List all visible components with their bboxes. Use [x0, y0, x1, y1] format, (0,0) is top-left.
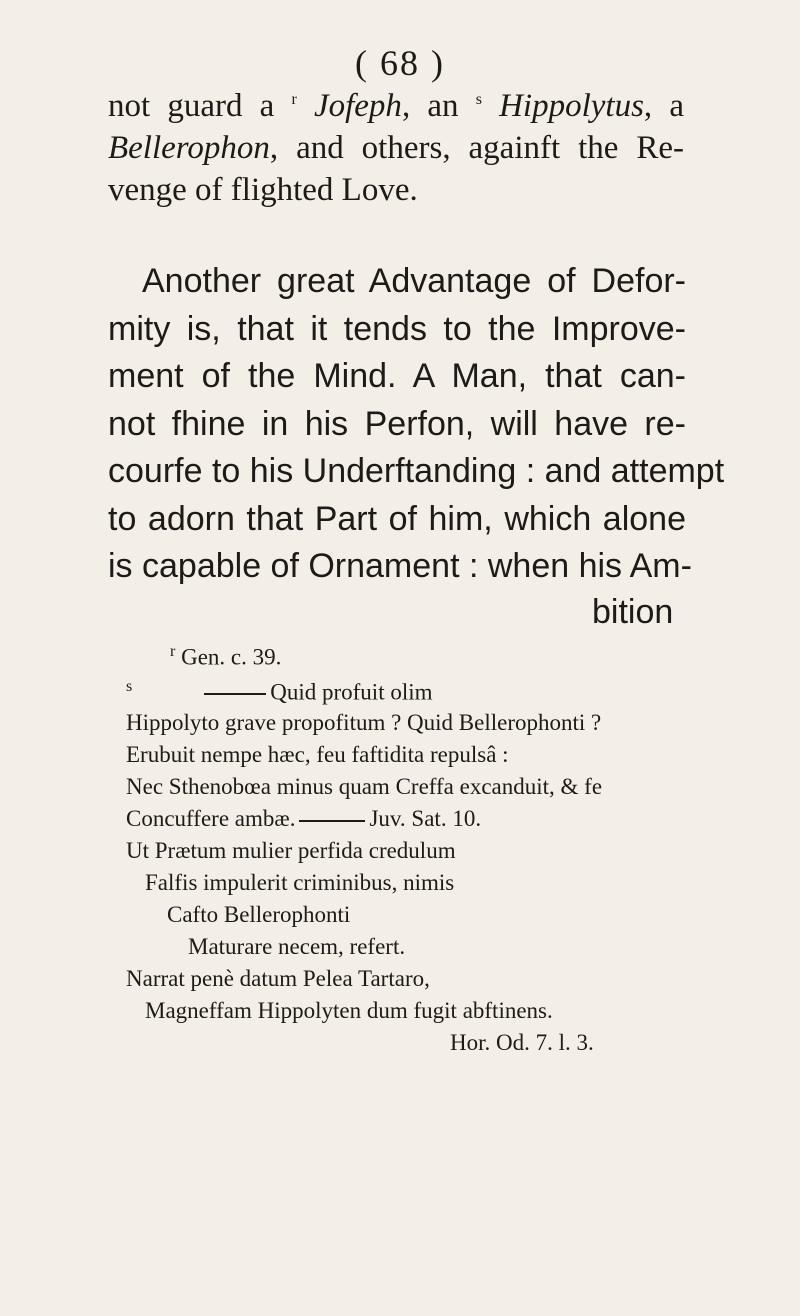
text-line-4: Another great Advantage of Defor-	[142, 262, 686, 300]
page-number: ( 68 )	[355, 43, 445, 83]
footnote-s-line-2: Hippolyto grave propofitum ? Quid Bellerophonti ?	[126, 710, 602, 735]
catchword: bition	[592, 593, 674, 631]
footnote-s-line-9: Maturare necem, refert.	[188, 934, 406, 959]
text-line-3: venge of flighted Love.	[108, 172, 418, 208]
text-line-2: Bellerophon, and others, againft the Re-	[108, 130, 684, 166]
text-line-7: not fhine in his Perfon, will have re-	[108, 405, 686, 443]
text-line-10: is capable of Ornament : when his Am-	[108, 547, 692, 585]
text-line-5: mity is, that it tends to the Improve-	[108, 310, 686, 348]
footnote-dash	[299, 820, 365, 822]
footnote-s-line-7: Falfis impulerit criminibus, nimis	[145, 870, 455, 895]
footnote-s-line-4: Nec Sthenobœa minus quam Creffa excanduit, & fe	[126, 774, 603, 799]
footnote-dash	[204, 693, 266, 695]
footnote-s-line-8: Cafto Bellerophonti	[167, 902, 351, 927]
footnote-s-line-11: Magneffam Hippolyten dum fugit abftinens.	[145, 998, 553, 1023]
text-line-9: to adorn that Part of him, which alone	[108, 500, 686, 538]
footnote-r: $^r$ Gen. c. 39.	[170, 643, 282, 670]
footnote-s-line-5: Concuffere ambæ. Juv. Sat. 10.	[126, 806, 482, 831]
footnote-s-line-10: Narrat penè datum Pelea Tartaro,	[126, 966, 430, 991]
footnote-s-line-1: $^s$ Quid profuit olim	[126, 678, 433, 705]
footnote-s-line-6: Ut Prætum mulier perfida credulum	[126, 838, 456, 863]
footnote-s-line-3: Erubuit nempe hæc, feu faftidita repulsâ :	[126, 742, 509, 767]
footnote-source-hor: Hor. Od. 7. l. 3.	[450, 1030, 594, 1055]
text-line-1: not guard a $^r$ Jofeph, an $^s$ Hippolytus, a	[108, 88, 684, 124]
name-hippolytus: Hippolytus	[499, 88, 644, 124]
text-line-8: courfe to his Underftanding : and attempt	[108, 452, 725, 490]
name-joseph: Jofeph	[313, 88, 402, 124]
text-line-6: ment of the Mind. A Man, that can-	[108, 357, 686, 395]
name-bellerophon: Bellerophon	[108, 130, 270, 166]
